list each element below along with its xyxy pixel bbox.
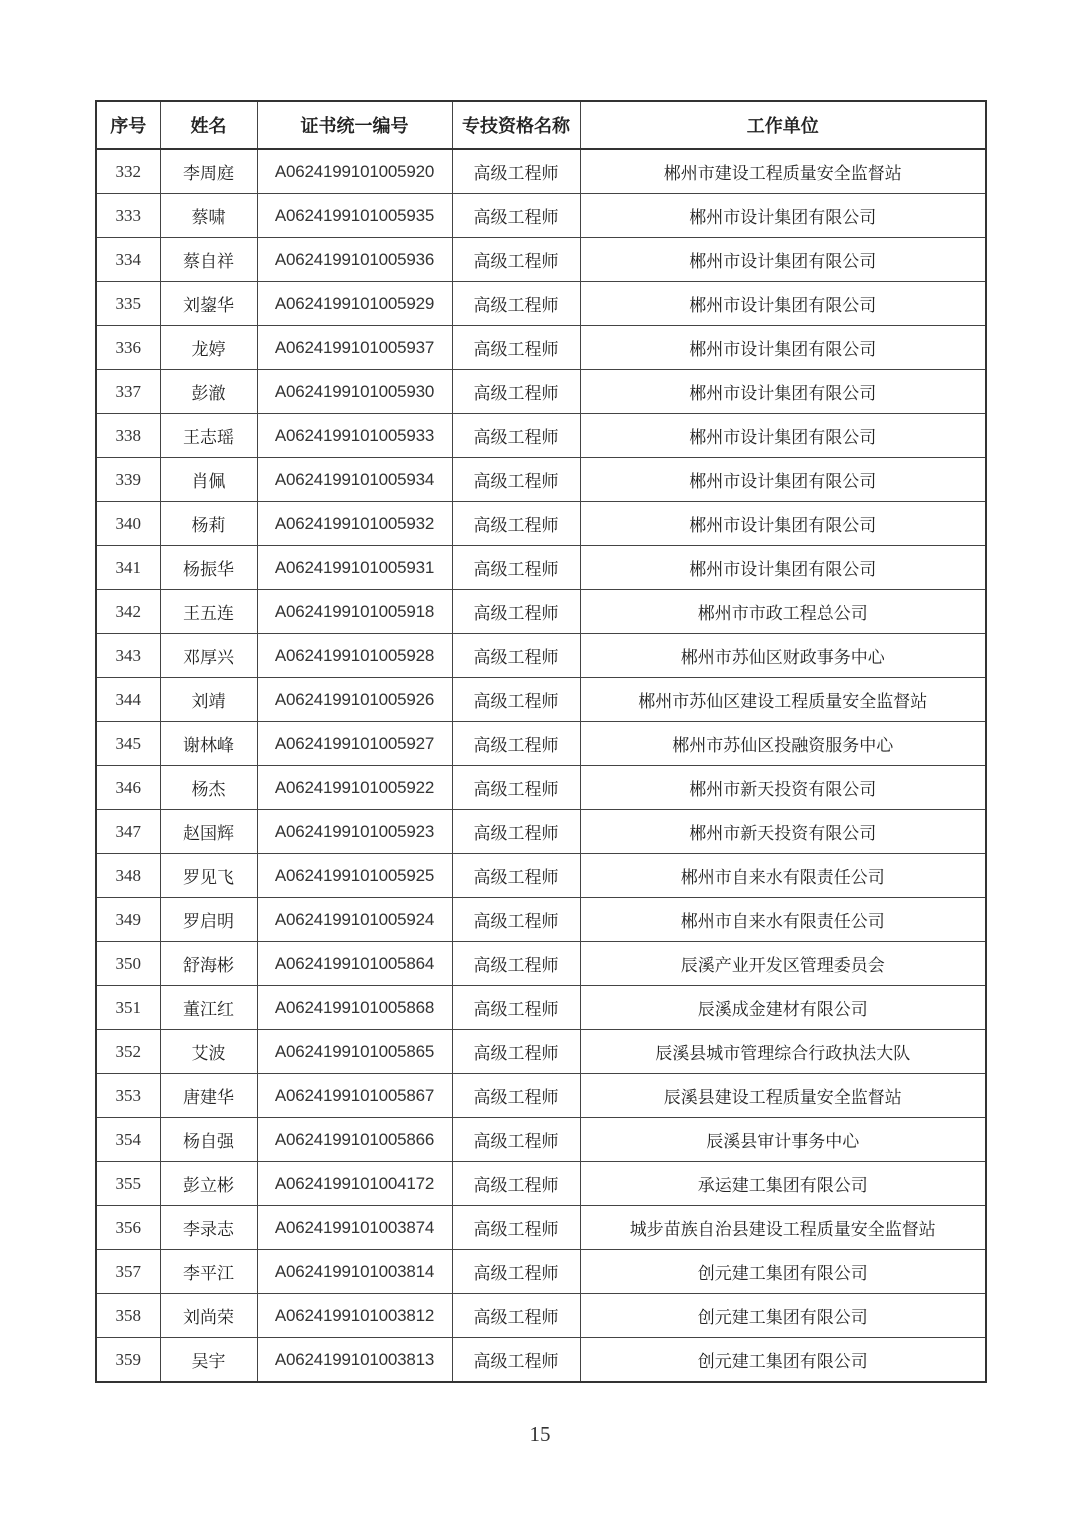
table-row xyxy=(96,1206,986,1250)
cell-qualification: 高级工程师 xyxy=(452,546,580,590)
table-row xyxy=(96,370,986,414)
cell-qualification: 高级工程师 xyxy=(452,149,580,194)
cell-serial: 355 xyxy=(96,1162,160,1206)
cell-qualification: 高级工程师 xyxy=(452,1118,580,1162)
cell-employer: 郴州市苏仙区投融资服务中心 xyxy=(580,722,986,766)
cell-qualification: 高级工程师 xyxy=(452,766,580,810)
cell-name: 刘鋆华 xyxy=(160,282,257,326)
cell-certificate-number: A0624199101005920 xyxy=(257,149,452,194)
cell-qualification: 高级工程师 xyxy=(452,1294,580,1338)
cell-certificate-number: A0624199101005930 xyxy=(257,370,452,414)
cell-employer: 郴州市设计集团有限公司 xyxy=(580,414,986,458)
cell-certificate-number: A0624199101005933 xyxy=(257,414,452,458)
cell-name: 李周庭 xyxy=(160,149,257,194)
cell-name: 杨杰 xyxy=(160,766,257,810)
cell-employer: 辰溪成金建材有限公司 xyxy=(580,986,986,1030)
cell-serial: 348 xyxy=(96,854,160,898)
cell-serial: 339 xyxy=(96,458,160,502)
cell-name: 王五连 xyxy=(160,590,257,634)
table-row xyxy=(96,1250,986,1294)
cell-qualification: 高级工程师 xyxy=(452,898,580,942)
cell-serial: 358 xyxy=(96,1294,160,1338)
page-number: 15 xyxy=(529,1422,551,1446)
cell-serial: 342 xyxy=(96,590,160,634)
table-row xyxy=(96,458,986,502)
cell-name: 杨振华 xyxy=(160,546,257,590)
table-row xyxy=(96,326,986,370)
cell-certificate-number: A0624199101005867 xyxy=(257,1074,452,1118)
table-row xyxy=(96,766,986,810)
cell-serial: 353 xyxy=(96,1074,160,1118)
cell-name: 舒海彬 xyxy=(160,942,257,986)
cell-name: 龙婷 xyxy=(160,326,257,370)
cell-qualification: 高级工程师 xyxy=(452,1074,580,1118)
table-body xyxy=(96,149,986,1382)
header-certificate-number: 证书统一编号 xyxy=(257,101,452,149)
cell-certificate-number: A0624199101005931 xyxy=(257,546,452,590)
cell-name: 王志瑶 xyxy=(160,414,257,458)
cell-certificate-number: A0624199101005918 xyxy=(257,590,452,634)
cell-serial: 332 xyxy=(96,149,160,194)
header-employer: 工作单位 xyxy=(580,101,986,149)
cell-qualification: 高级工程师 xyxy=(452,942,580,986)
cell-serial: 357 xyxy=(96,1250,160,1294)
cell-serial: 340 xyxy=(96,502,160,546)
cell-name: 谢林峰 xyxy=(160,722,257,766)
table-row xyxy=(96,414,986,458)
cell-employer: 郴州市苏仙区建设工程质量安全监督站 xyxy=(580,678,986,722)
cell-name: 刘尚荣 xyxy=(160,1294,257,1338)
table-row xyxy=(96,149,986,194)
cell-certificate-number: A0624199101005937 xyxy=(257,326,452,370)
cell-certificate-number: A0624199101005929 xyxy=(257,282,452,326)
table-row xyxy=(96,1074,986,1118)
cell-qualification: 高级工程师 xyxy=(452,1162,580,1206)
cell-certificate-number: A0624199101005866 xyxy=(257,1118,452,1162)
table-row xyxy=(96,854,986,898)
cell-employer: 郴州市设计集团有限公司 xyxy=(580,458,986,502)
table-row xyxy=(96,678,986,722)
table-row xyxy=(96,986,986,1030)
table-row xyxy=(96,634,986,678)
cell-qualification: 高级工程师 xyxy=(452,722,580,766)
cell-certificate-number: A0624199101005927 xyxy=(257,722,452,766)
cell-serial: 343 xyxy=(96,634,160,678)
cell-employer: 郴州市自来水有限责任公司 xyxy=(580,898,986,942)
table-row xyxy=(96,546,986,590)
cell-name: 刘靖 xyxy=(160,678,257,722)
table-row xyxy=(96,1030,986,1074)
cell-serial: 333 xyxy=(96,194,160,238)
cell-employer: 郴州市设计集团有限公司 xyxy=(580,502,986,546)
cell-name: 艾波 xyxy=(160,1030,257,1074)
cell-serial: 336 xyxy=(96,326,160,370)
cell-serial: 349 xyxy=(96,898,160,942)
cell-employer: 创元建工集团有限公司 xyxy=(580,1250,986,1294)
cell-serial: 354 xyxy=(96,1118,160,1162)
cell-serial: 345 xyxy=(96,722,160,766)
cell-name: 李录志 xyxy=(160,1206,257,1250)
table-row xyxy=(96,502,986,546)
cell-certificate-number: A0624199101005928 xyxy=(257,634,452,678)
cell-certificate-number: A0624199101005935 xyxy=(257,194,452,238)
cell-qualification: 高级工程师 xyxy=(452,854,580,898)
cell-employer: 郴州市苏仙区财政事务中心 xyxy=(580,634,986,678)
cell-certificate-number: A0624199101005932 xyxy=(257,502,452,546)
cell-serial: 359 xyxy=(96,1338,160,1383)
header-serial: 序号 xyxy=(96,101,160,149)
cell-name: 蔡啸 xyxy=(160,194,257,238)
cell-certificate-number: A0624199101003814 xyxy=(257,1250,452,1294)
cell-certificate-number: A0624199101003813 xyxy=(257,1338,452,1383)
cell-employer: 郴州市建设工程质量安全监督站 xyxy=(580,149,986,194)
cell-employer: 郴州市设计集团有限公司 xyxy=(580,326,986,370)
cell-qualification: 高级工程师 xyxy=(452,678,580,722)
cell-name: 邓厚兴 xyxy=(160,634,257,678)
cell-employer: 郴州市设计集团有限公司 xyxy=(580,282,986,326)
table-row xyxy=(96,810,986,854)
cell-serial: 350 xyxy=(96,942,160,986)
cell-serial: 335 xyxy=(96,282,160,326)
cell-name: 李平江 xyxy=(160,1250,257,1294)
cell-serial: 356 xyxy=(96,1206,160,1250)
cell-qualification: 高级工程师 xyxy=(452,590,580,634)
cell-qualification: 高级工程师 xyxy=(452,194,580,238)
cell-employer: 郴州市自来水有限责任公司 xyxy=(580,854,986,898)
cell-employer: 辰溪县审计事务中心 xyxy=(580,1118,986,1162)
cell-qualification: 高级工程师 xyxy=(452,502,580,546)
cell-certificate-number: A0624199101005865 xyxy=(257,1030,452,1074)
header-qualification: 专技资格名称 xyxy=(452,101,580,149)
cell-name: 杨自强 xyxy=(160,1118,257,1162)
table-row xyxy=(96,1294,986,1338)
cell-name: 赵国辉 xyxy=(160,810,257,854)
header-name: 姓名 xyxy=(160,101,257,149)
table-row xyxy=(96,590,986,634)
table-row xyxy=(96,194,986,238)
cell-serial: 341 xyxy=(96,546,160,590)
cell-qualification: 高级工程师 xyxy=(452,986,580,1030)
cell-employer: 郴州市市政工程总公司 xyxy=(580,590,986,634)
cell-qualification: 高级工程师 xyxy=(452,634,580,678)
cell-certificate-number: A0624199101005934 xyxy=(257,458,452,502)
cell-qualification: 高级工程师 xyxy=(452,1030,580,1074)
cell-name: 吴宇 xyxy=(160,1338,257,1383)
cell-certificate-number: A0624199101004172 xyxy=(257,1162,452,1206)
cell-qualification: 高级工程师 xyxy=(452,1206,580,1250)
table-row xyxy=(96,282,986,326)
cell-serial: 344 xyxy=(96,678,160,722)
cell-employer: 郴州市新天投资有限公司 xyxy=(580,766,986,810)
table-header-row xyxy=(96,101,986,149)
cell-qualification: 高级工程师 xyxy=(452,370,580,414)
cell-name: 彭澈 xyxy=(160,370,257,414)
table-row xyxy=(96,238,986,282)
cell-serial: 346 xyxy=(96,766,160,810)
cell-name: 杨莉 xyxy=(160,502,257,546)
cell-qualification: 高级工程师 xyxy=(452,282,580,326)
cell-certificate-number: A0624199101005926 xyxy=(257,678,452,722)
cell-certificate-number: A0624199101005922 xyxy=(257,766,452,810)
cell-employer: 创元建工集团有限公司 xyxy=(580,1338,986,1383)
cell-name: 董江红 xyxy=(160,986,257,1030)
cell-qualification: 高级工程师 xyxy=(452,414,580,458)
cell-qualification: 高级工程师 xyxy=(452,1250,580,1294)
cell-qualification: 高级工程师 xyxy=(452,1338,580,1383)
cell-certificate-number: A0624199101005923 xyxy=(257,810,452,854)
table-row xyxy=(96,1118,986,1162)
cell-serial: 334 xyxy=(96,238,160,282)
cell-name: 彭立彬 xyxy=(160,1162,257,1206)
cell-name: 唐建华 xyxy=(160,1074,257,1118)
cell-serial: 351 xyxy=(96,986,160,1030)
table-row xyxy=(96,898,986,942)
cell-employer: 郴州市设计集团有限公司 xyxy=(580,194,986,238)
qualification-table xyxy=(95,100,987,1383)
cell-qualification: 高级工程师 xyxy=(452,810,580,854)
table-row xyxy=(96,722,986,766)
cell-certificate-number: A0624199101005924 xyxy=(257,898,452,942)
cell-certificate-number: A0624199101005936 xyxy=(257,238,452,282)
cell-certificate-number: A0624199101003812 xyxy=(257,1294,452,1338)
cell-certificate-number: A0624199101005868 xyxy=(257,986,452,1030)
cell-qualification: 高级工程师 xyxy=(452,238,580,282)
cell-employer: 辰溪县城市管理综合行政执法大队 xyxy=(580,1030,986,1074)
cell-name: 蔡自祥 xyxy=(160,238,257,282)
cell-employer: 城步苗族自治县建设工程质量安全监督站 xyxy=(580,1206,986,1250)
cell-certificate-number: A0624199101005864 xyxy=(257,942,452,986)
cell-name: 罗见飞 xyxy=(160,854,257,898)
cell-qualification: 高级工程师 xyxy=(452,326,580,370)
cell-serial: 337 xyxy=(96,370,160,414)
cell-employer: 辰溪县建设工程质量安全监督站 xyxy=(580,1074,986,1118)
table-row xyxy=(96,1338,986,1383)
cell-employer: 郴州市新天投资有限公司 xyxy=(580,810,986,854)
table-row xyxy=(96,1162,986,1206)
cell-serial: 352 xyxy=(96,1030,160,1074)
cell-employer: 辰溪产业开发区管理委员会 xyxy=(580,942,986,986)
cell-qualification: 高级工程师 xyxy=(452,458,580,502)
cell-serial: 347 xyxy=(96,810,160,854)
cell-employer: 创元建工集团有限公司 xyxy=(580,1294,986,1338)
cell-employer: 郴州市设计集团有限公司 xyxy=(580,238,986,282)
table-row xyxy=(96,942,986,986)
cell-employer: 郴州市设计集团有限公司 xyxy=(580,370,986,414)
cell-name: 罗启明 xyxy=(160,898,257,942)
cell-name: 肖佩 xyxy=(160,458,257,502)
cell-certificate-number: A0624199101005925 xyxy=(257,854,452,898)
cell-certificate-number: A0624199101003874 xyxy=(257,1206,452,1250)
cell-employer: 郴州市设计集团有限公司 xyxy=(580,546,986,590)
cell-employer: 承运建工集团有限公司 xyxy=(580,1162,986,1206)
cell-serial: 338 xyxy=(96,414,160,458)
